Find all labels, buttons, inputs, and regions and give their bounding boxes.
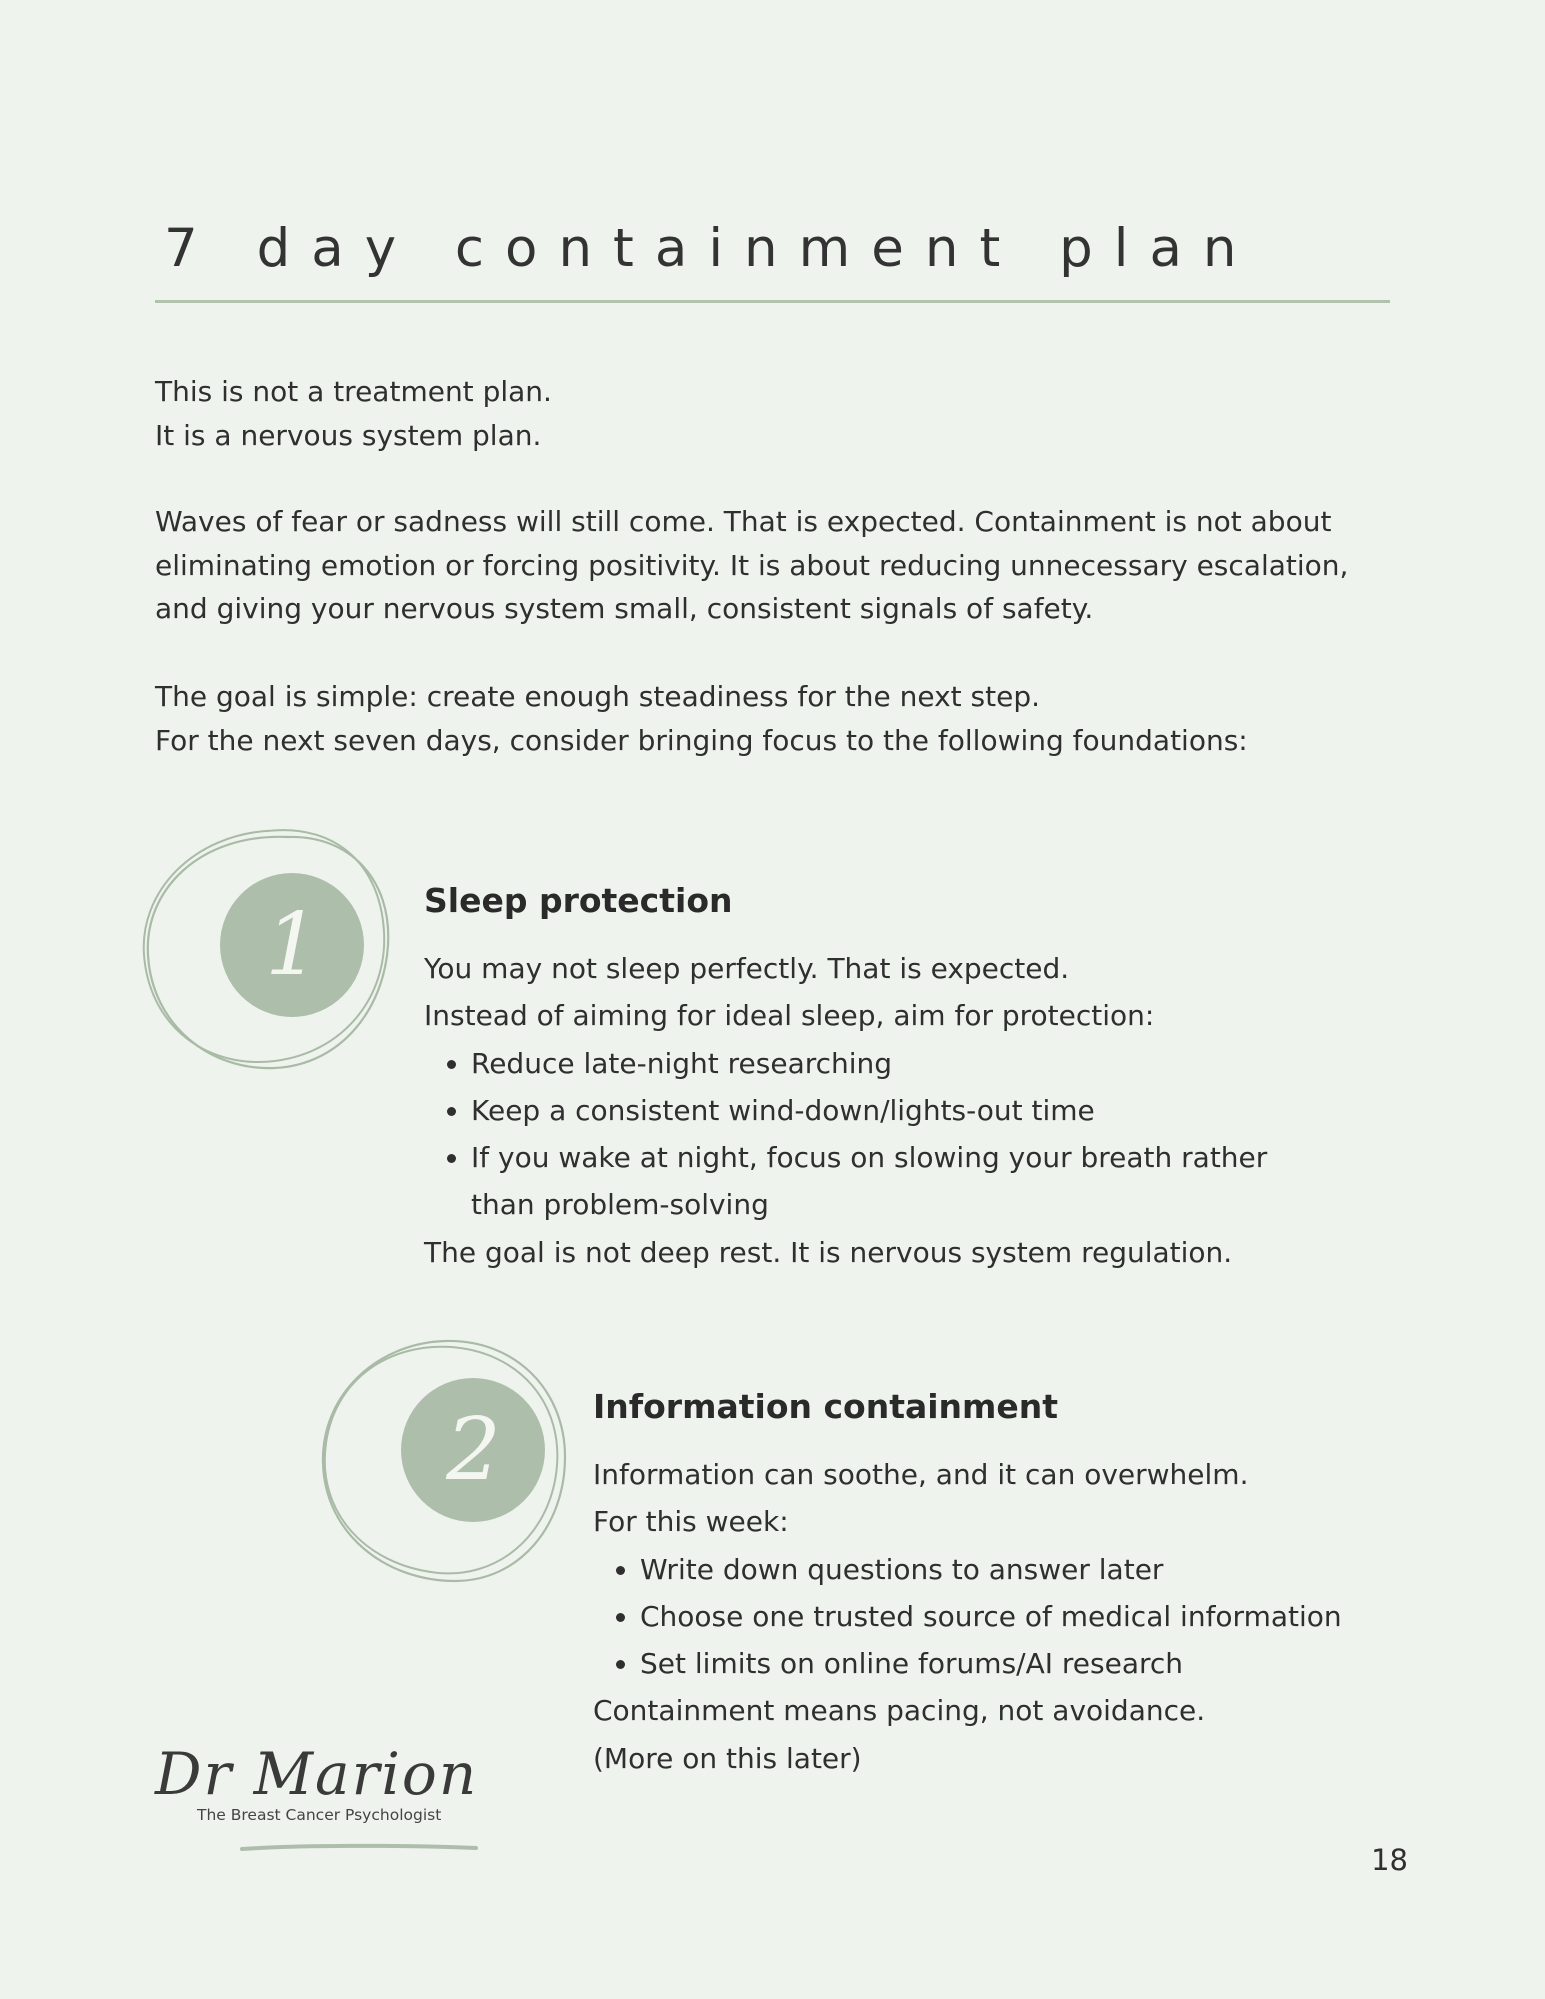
page-title: 7 day containment plan bbox=[164, 218, 1258, 279]
intro-paragraph-3 bbox=[155, 675, 1415, 762]
intro-paragraph-1 bbox=[155, 370, 1415, 457]
section-text: For this week: bbox=[593, 1505, 789, 1539]
list-item: • If you wake at night, focus on slowing your breath rather than problem-solving bbox=[471, 1134, 1306, 1229]
intro-line: It is a nervous system plan. bbox=[155, 418, 542, 452]
list-item: • Choose one trusted source of medical information bbox=[640, 1593, 1493, 1640]
step-1-badge bbox=[140, 825, 400, 1080]
bullet-list bbox=[424, 1040, 1384, 1229]
section-text: Instead of aiming for ideal sleep, aim for protection: bbox=[424, 999, 1155, 1033]
section-sleep-protection bbox=[424, 875, 1384, 1276]
bullet-list bbox=[593, 1546, 1493, 1688]
intro-paragraph-2 bbox=[155, 500, 1415, 631]
section-heading: Information containment bbox=[593, 1387, 1059, 1426]
step-2-badge bbox=[315, 1335, 575, 1590]
section-text: (More on this later) bbox=[593, 1741, 862, 1775]
list-item: • Set limits on online forums/AI research bbox=[640, 1640, 1493, 1687]
list-item: • Write down questions to answer later bbox=[640, 1546, 1493, 1593]
intro-line: This is not a treatment plan. bbox=[155, 375, 552, 408]
step-number: 1 bbox=[265, 895, 320, 995]
brush-stroke-icon bbox=[240, 1842, 480, 1854]
section-text: The goal is not deep rest. It is nervous system regulation. bbox=[424, 1235, 1233, 1269]
section-heading: Sleep protection bbox=[424, 881, 733, 920]
intro-line: The goal is simple: create enough steadiness for the next step. bbox=[155, 680, 1040, 713]
intro-line: and giving your nervous system small, consistent signals of safety. bbox=[155, 592, 1094, 625]
step-number: 2 bbox=[446, 1400, 501, 1500]
intro-line: For the next seven days, consider bringing focus to the following foundations: bbox=[155, 723, 1248, 757]
page-number: 18 bbox=[1371, 1843, 1408, 1877]
logo-signature: Dr Marion bbox=[155, 1740, 479, 1808]
list-item: • Reduce late-night researching bbox=[471, 1040, 1384, 1087]
section-text: You may not sleep perfectly. That is expected. bbox=[424, 952, 1070, 985]
author-logo bbox=[155, 1740, 485, 1860]
section-text: Containment means pacing, not avoidance. bbox=[593, 1694, 1206, 1728]
list-item: • Keep a consistent wind-down/lights-out time bbox=[471, 1087, 1384, 1134]
intro-line: Waves of fear or sadness will still come. That is expected. Containment is not about bbox=[155, 505, 1332, 538]
section-information-containment bbox=[593, 1381, 1493, 1782]
logo-subtitle: The Breast Cancer Psychologist bbox=[197, 1806, 442, 1824]
intro-line: eliminating emotion or forcing positivity. It is about reducing unnecessary escalation, bbox=[155, 548, 1349, 582]
section-text: Information can soothe, and it can overwhelm. bbox=[593, 1458, 1249, 1491]
title-divider bbox=[155, 300, 1390, 303]
